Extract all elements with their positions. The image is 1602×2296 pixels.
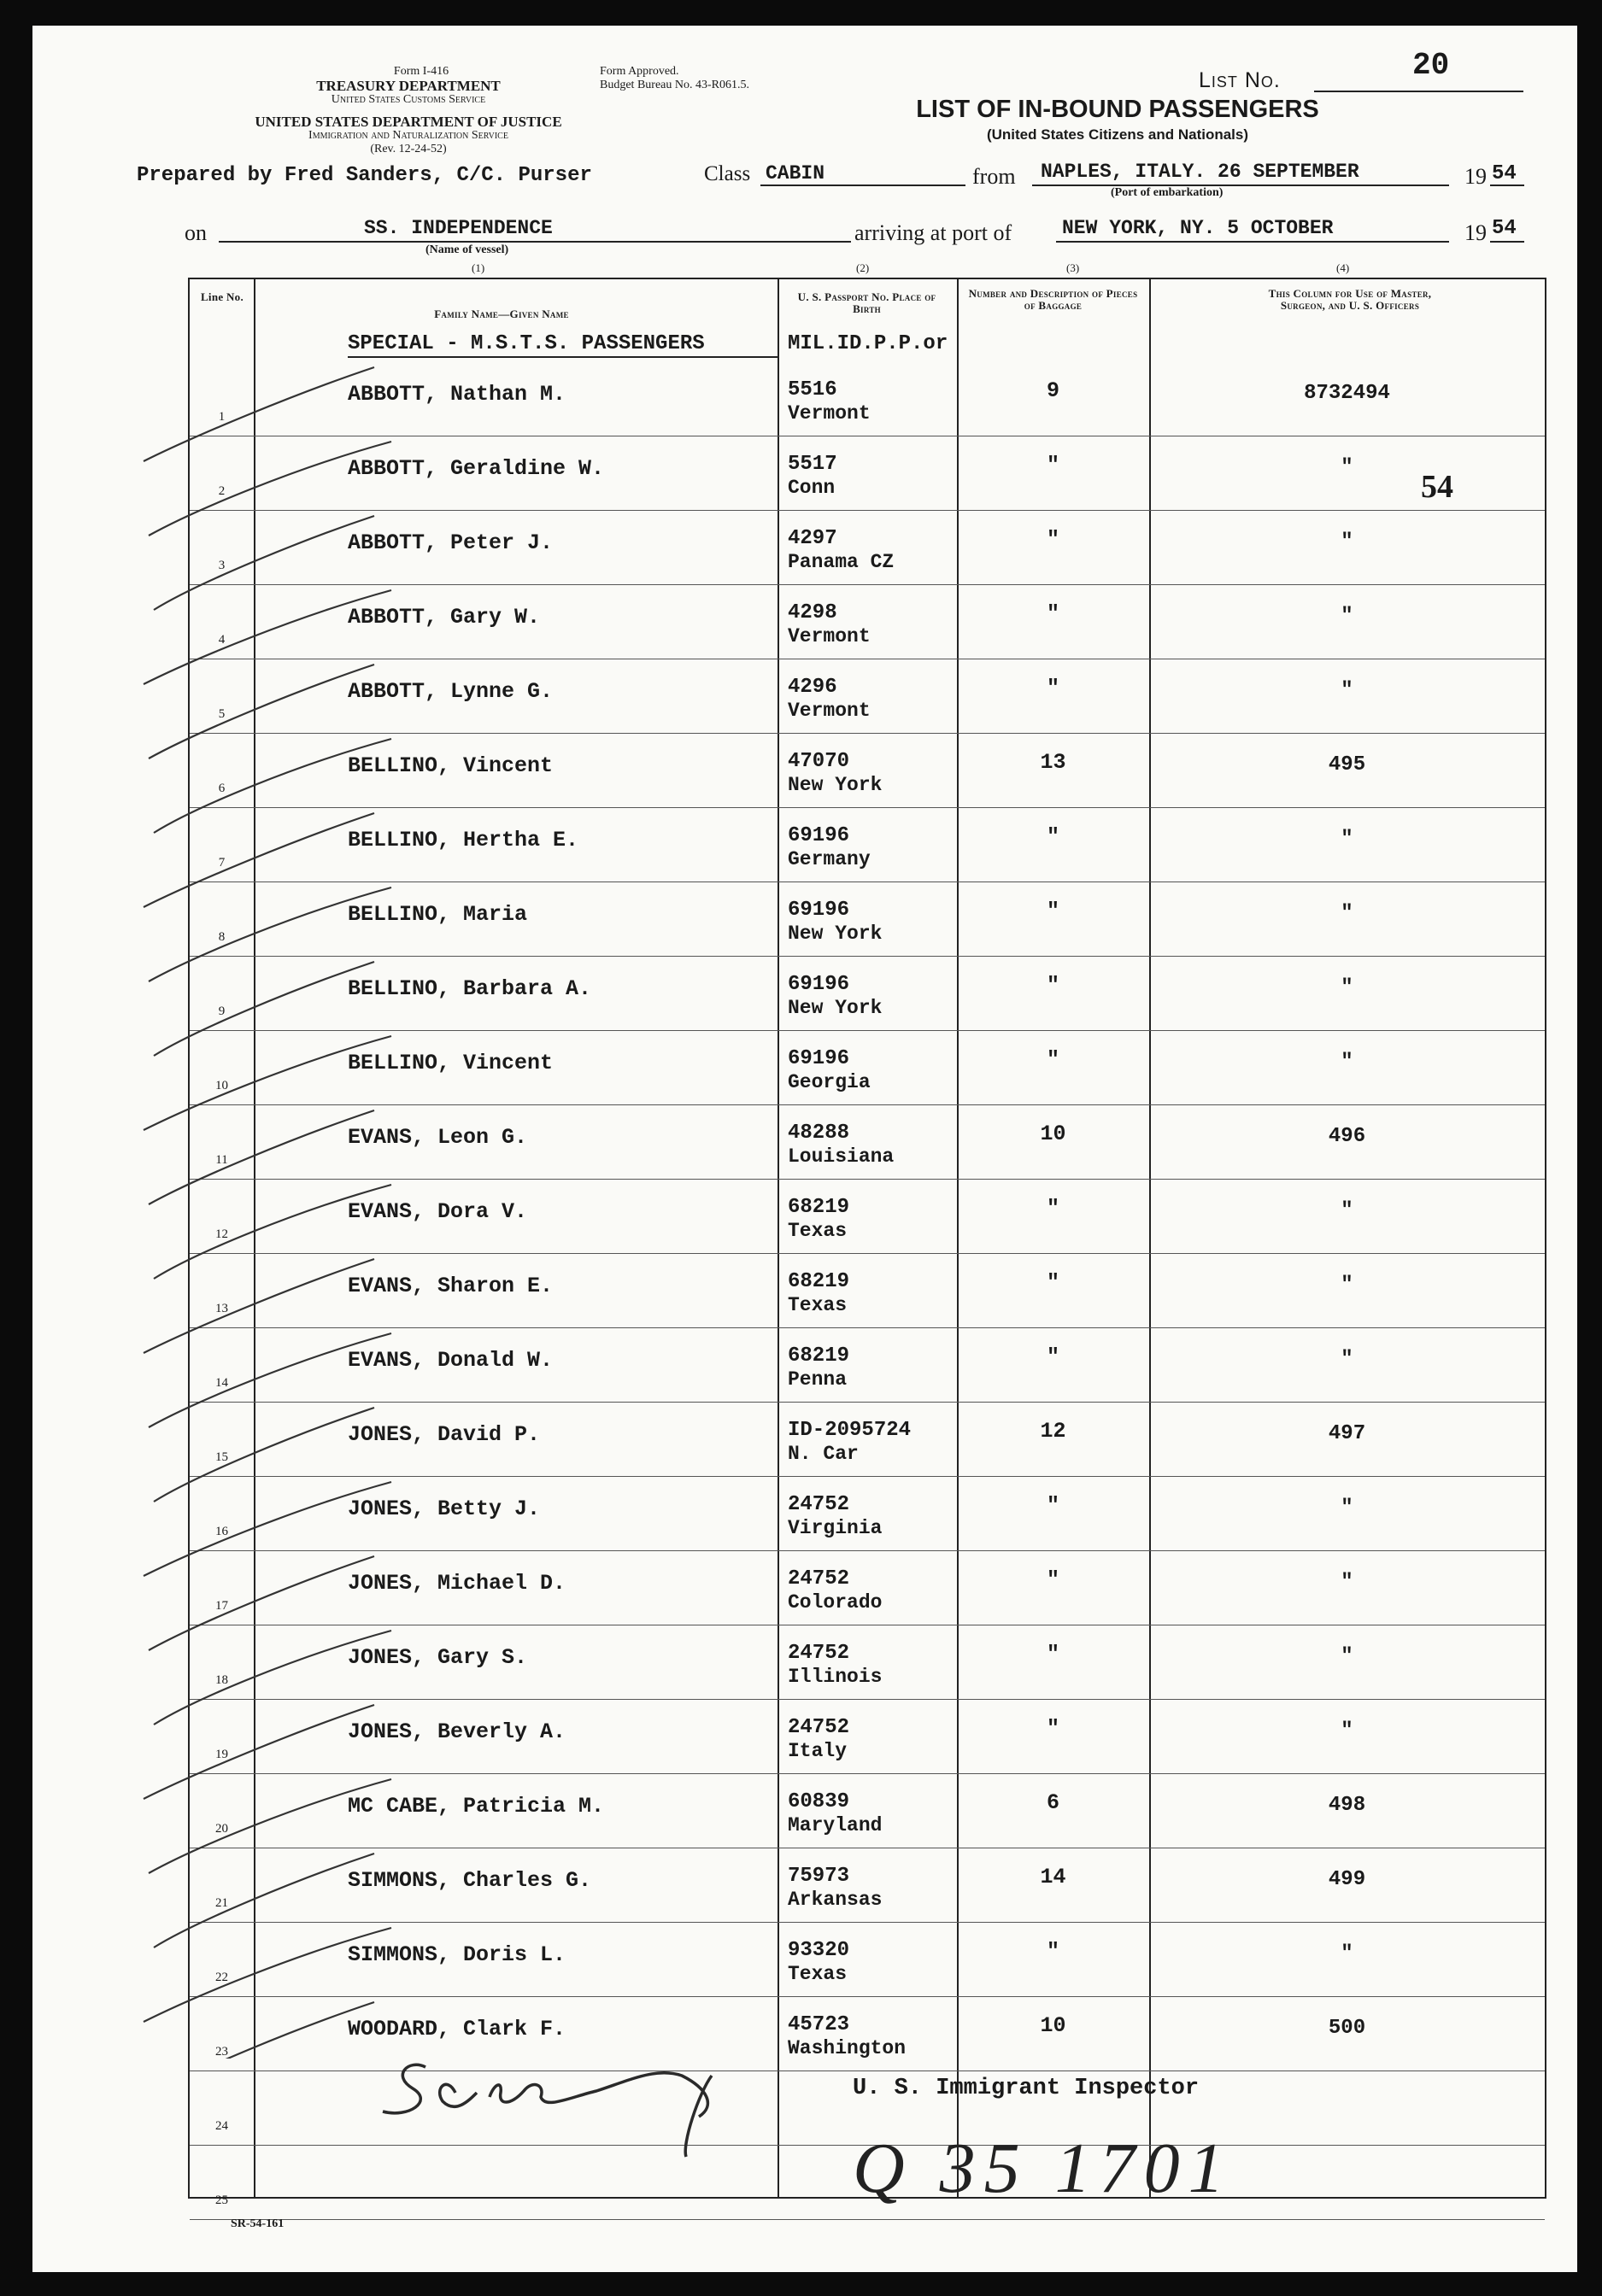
place-of-birth: Vermont [788, 402, 871, 425]
from-label: from [972, 164, 1016, 189]
place-of-birth: Washington [788, 2037, 907, 2059]
prepared-by: Prepared by Fred Sanders, C/C. Purser [137, 164, 592, 187]
check-marks [126, 350, 485, 2059]
line-number: 16 [215, 1525, 228, 1538]
passport-number: 75973 [788, 1865, 850, 1888]
baggage-count: 10 [1040, 1122, 1066, 1146]
place-of-birth: Illinois [788, 1666, 883, 1688]
document-subtitle: (United States Citizens and Nationals) [986, 126, 1249, 143]
column-number-4: (4) [1336, 261, 1350, 274]
treasury-dept: TREASURY DEPARTMENT [316, 78, 501, 94]
vessel-name: SS. INDEPENDENCE [364, 217, 553, 239]
passport-number: 24752 [788, 1493, 850, 1516]
line-number: 23 [215, 2045, 228, 2059]
passenger-name: BELLINO, Barbara A. [348, 976, 592, 1001]
column-number-3: (3) [1066, 261, 1080, 274]
passenger-name: SIMMONS, Doris L. [348, 1942, 566, 1967]
place-of-birth: New York [788, 774, 883, 796]
officer-number: 8732494 [1304, 382, 1390, 405]
place-of-birth: Vermont [788, 700, 871, 722]
passport-number: 69196 [788, 973, 850, 996]
ins-service: Immigration and Naturalization Service [308, 129, 508, 142]
passport-number: 69196 [788, 1047, 850, 1070]
baggage-count: " [1046, 1567, 1059, 1592]
line-number: 25 [215, 2194, 228, 2207]
passenger-name: JONES, David P. [348, 1422, 541, 1447]
place-of-birth: New York [788, 997, 883, 1019]
officer-number: 498 [1328, 1794, 1366, 1817]
baggage-count: " [1046, 824, 1059, 849]
check-mark [144, 1259, 374, 1353]
class-value: CABIN [766, 162, 825, 184]
check-mark [154, 962, 374, 1056]
baggage-count: 6 [1046, 1790, 1059, 1815]
officer-number: " [1341, 1645, 1353, 1668]
embark-note: (Port of embarkation) [1111, 186, 1224, 199]
side-mark: 54 [1421, 469, 1453, 505]
place-of-birth: Texas [788, 1220, 848, 1242]
line-number: 15 [215, 1450, 228, 1464]
place-of-birth: Texas [788, 1294, 848, 1316]
officer-number: " [1341, 456, 1353, 479]
arriving-label: arriving at port of [854, 220, 1012, 245]
passenger-name: JONES, Michael D. [348, 1571, 566, 1596]
passenger-name: BELLINO, Vincent [348, 1051, 554, 1075]
officer-number: " [1341, 828, 1353, 851]
year2-value: 54 [1492, 217, 1517, 240]
line-number: 12 [215, 1227, 228, 1241]
check-mark [144, 1928, 391, 2022]
check-mark [154, 1408, 374, 1502]
passport-number: 69196 [788, 899, 850, 922]
passport-number: 93320 [788, 1939, 850, 1962]
officer-number: " [1341, 1274, 1353, 1297]
footer-code: SR-54-161 [231, 2217, 285, 2230]
check-mark [149, 1333, 391, 1427]
place-of-birth: Conn [788, 477, 836, 499]
baggage-count: " [1046, 601, 1059, 626]
class-label: Class [704, 162, 751, 185]
baggage-count: 10 [1040, 2013, 1066, 2038]
passenger-name: BELLINO, Hertha E. [348, 828, 579, 852]
line-number: 18 [215, 1673, 228, 1687]
passport-number: 24752 [788, 1716, 850, 1739]
passport-number: 24752 [788, 1642, 850, 1665]
justice-dept: UNITED STATES DEPARTMENT OF JUSTICE [255, 114, 562, 130]
handwritten-note: Q 35 1701 [853, 2129, 1233, 2208]
passenger-name: BELLINO, Vincent [348, 753, 554, 778]
check-mark [144, 1036, 391, 1130]
passenger-name: ABBOTT, Geraldine W. [348, 456, 605, 481]
passport-number: 24752 [788, 1567, 850, 1590]
check-mark [144, 813, 374, 907]
place-of-birth: Penna [788, 1368, 848, 1391]
passport-number: 68219 [788, 1270, 850, 1293]
embarkation-port: NAPLES, ITALY. 26 SEPTEMBER [1041, 161, 1359, 183]
officer-number: " [1341, 976, 1353, 999]
group-passport-label: MIL.ID.P.P.or [788, 332, 948, 355]
place-of-birth: Virginia [788, 1517, 883, 1539]
line-number: 9 [218, 1004, 226, 1018]
form-number: Form I-416 [393, 65, 449, 78]
line-number: 22 [215, 1971, 228, 1984]
place-of-birth: New York [788, 922, 883, 945]
line-number: 20 [215, 1822, 228, 1836]
passenger-name: JONES, Gary S. [348, 1645, 528, 1670]
passenger-name: EVANS, Sharon E. [348, 1274, 554, 1298]
baggage-count: " [1046, 899, 1059, 923]
baggage-count: " [1046, 1196, 1059, 1221]
passenger-name: EVANS, Dora V. [348, 1199, 528, 1224]
place-of-birth: Colorado [788, 1591, 883, 1614]
officer-number: " [1341, 1719, 1353, 1742]
line-number: 14 [215, 1376, 228, 1390]
check-mark [154, 516, 374, 610]
place-of-birth: Georgia [788, 1071, 871, 1093]
check-mark [149, 887, 391, 981]
place-of-birth: Panama CZ [788, 551, 895, 573]
place-of-birth: Louisiana [788, 1145, 895, 1168]
budget-bureau: Budget Bureau No. 43-R061.5. [600, 79, 749, 91]
passenger-name: MC CABE, Patricia M. [348, 1794, 605, 1819]
passport-number: 48288 [788, 1122, 850, 1145]
check-mark [149, 665, 374, 758]
document-title: LIST OF IN-BOUND PASSENGERS [916, 96, 1319, 123]
passport-number: 4296 [788, 676, 837, 699]
baggage-count: " [1046, 1642, 1059, 1666]
place-of-birth: Italy [788, 1740, 848, 1762]
check-mark [149, 1110, 374, 1204]
year2-prefix: 19 [1464, 220, 1487, 245]
line-number: 10 [215, 1079, 228, 1092]
baggage-count: " [1046, 1939, 1059, 1964]
baggage-count: " [1046, 527, 1059, 552]
passport-number: 45723 [788, 2013, 850, 2036]
passenger-name: WOODARD, Clark F. [348, 2017, 566, 2041]
arrival-port: NEW YORK, NY. 5 OCTOBER [1062, 217, 1334, 239]
line-number: 5 [218, 707, 226, 721]
passport-number: 69196 [788, 824, 850, 847]
place-of-birth: N. Car [788, 1443, 859, 1465]
passenger-name: SIMMONS, Charles G. [348, 1868, 592, 1893]
line-number: 6 [218, 782, 226, 795]
passenger-name: BELLINO, Maria [348, 902, 528, 927]
officer-number: " [1341, 1199, 1353, 1222]
inspector-label: U. S. Immigrant Inspector [853, 2076, 1200, 2101]
form-approved: Form Approved. [600, 65, 679, 78]
passenger-name: ABBOTT, Gary W. [348, 605, 541, 630]
officer-number: " [1341, 530, 1353, 554]
on-label: on [185, 220, 207, 245]
passenger-name: EVANS, Donald W. [348, 1348, 554, 1373]
officer-number: 500 [1328, 2017, 1366, 2040]
baggage-count: " [1046, 973, 1059, 998]
place-of-birth: Germany [788, 848, 871, 870]
baggage-count: " [1046, 1047, 1059, 1072]
revision: (Rev. 12-24-52) [370, 143, 447, 155]
line-number: 17 [215, 1599, 228, 1613]
line-number: 2 [218, 484, 226, 498]
baggage-count: " [1046, 1344, 1059, 1369]
passport-number: 68219 [788, 1344, 850, 1368]
officer-number: " [1341, 1942, 1353, 1965]
baggage-count: 13 [1040, 750, 1066, 775]
passport-number: 4297 [788, 527, 837, 550]
officer-number: " [1341, 902, 1353, 925]
baggage-count: 12 [1040, 1419, 1066, 1444]
line-number: 4 [218, 633, 226, 647]
group-label: SPECIAL - M.S.T.S. PASSENGERS [348, 332, 705, 355]
officer-number: " [1341, 1571, 1353, 1594]
passenger-name: ABBOTT, Nathan M. [348, 382, 566, 407]
list-no-value: 20 [1412, 48, 1450, 83]
header-passport: U. S. Passport No. Place of Birth [797, 290, 936, 315]
check-mark [154, 1854, 374, 1948]
vessel-note: (Name of vessel) [425, 243, 509, 256]
officer-number: 499 [1328, 1868, 1366, 1891]
check-mark [144, 1705, 374, 1799]
line-number: 3 [218, 559, 226, 572]
check-mark [149, 1779, 391, 1873]
baggage-count: " [1046, 1493, 1059, 1518]
line-number: 1 [218, 410, 226, 424]
passenger-name: JONES, Betty J. [348, 1496, 541, 1521]
baggage-count: 14 [1040, 1865, 1066, 1889]
place-of-birth: Arkansas [788, 1889, 883, 1911]
list-no-label: List No. [1199, 68, 1281, 92]
header-line-no: Line No. [200, 290, 244, 303]
passport-number: 5516 [788, 378, 837, 401]
place-of-birth: Vermont [788, 625, 871, 647]
passport-number: 60839 [788, 1790, 850, 1813]
line-number: 8 [218, 930, 226, 944]
year-prefix: 19 [1464, 164, 1487, 189]
year-value: 54 [1492, 162, 1517, 185]
place-of-birth: Texas [788, 1963, 848, 1985]
passenger-list-page [32, 26, 1577, 2272]
check-mark [149, 2002, 374, 2059]
officer-number: " [1341, 679, 1353, 702]
line-number: 13 [215, 1302, 228, 1315]
check-mark [149, 1556, 374, 1650]
header-baggage: Number and Description of Pieces of Baggage [968, 287, 1138, 312]
check-mark [144, 367, 374, 461]
check-mark [149, 442, 391, 536]
officer-number: " [1341, 1348, 1353, 1371]
passenger-name: ABBOTT, Lynne G. [348, 679, 554, 704]
passport-number: 5517 [788, 453, 837, 476]
officer-number: 497 [1328, 1422, 1366, 1445]
officer-number: " [1341, 1496, 1353, 1520]
column-number-1: (1) [472, 261, 485, 274]
baggage-count: " [1046, 1716, 1059, 1741]
passport-number: ID-2095724 [788, 1419, 912, 1442]
officer-number: 495 [1328, 753, 1366, 776]
passport-number: 47070 [788, 750, 850, 773]
baggage-count: " [1046, 453, 1059, 477]
header-officers: This Column for Use of Master, Surgeon, and U. S. Officers [1268, 287, 1432, 312]
check-mark [144, 590, 391, 684]
officer-number: 496 [1328, 1125, 1366, 1148]
passenger-name: JONES, Beverly A. [348, 1719, 566, 1744]
officer-number: " [1341, 1051, 1353, 1074]
column-number-2: (2) [856, 261, 870, 274]
line-number: 21 [215, 1896, 228, 1910]
baggage-count: " [1046, 676, 1059, 700]
line-number: 19 [215, 1748, 228, 1761]
line-number: 7 [218, 856, 226, 870]
passport-number: 4298 [788, 601, 837, 624]
check-mark [144, 1482, 391, 1576]
officer-number: " [1341, 605, 1353, 628]
header-name: Family Name—Given Name [434, 308, 569, 320]
baggage-count: " [1046, 1270, 1059, 1295]
passenger-name: EVANS, Leon G. [348, 1125, 528, 1150]
line-number: 11 [215, 1153, 228, 1167]
line-number: 24 [215, 2119, 228, 2133]
place-of-birth: Maryland [788, 1814, 883, 1836]
baggage-count: 9 [1046, 378, 1059, 403]
customs-service: United States Customs Service [331, 93, 486, 106]
passenger-name: ABBOTT, Peter J. [348, 530, 554, 555]
passport-number: 68219 [788, 1196, 850, 1219]
